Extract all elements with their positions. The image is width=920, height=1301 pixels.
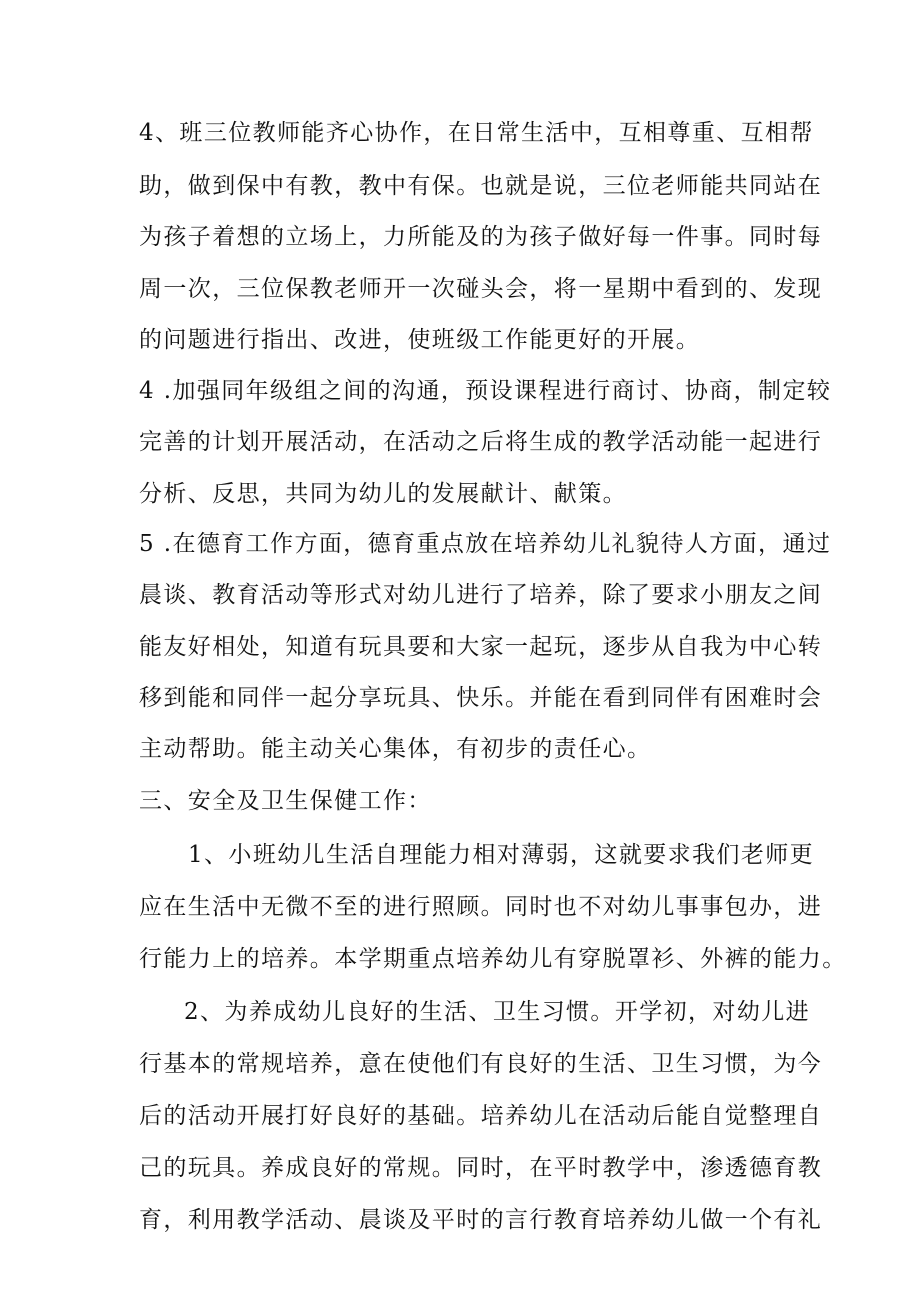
text-line: 的问题进行指出、改进，使班级工作能更好的开展。 bbox=[139, 327, 701, 353]
text-line: 完善的计划开展活动，在活动之后将生成的教学活动能一起进行 bbox=[139, 429, 823, 455]
text-line: 行基本的常规培养，意在使他们有良好的生活、卫生习惯，为今 bbox=[139, 1051, 823, 1077]
text-line: 行能力上的培养。本学期重点培养幼儿有穿脱罩衫、外裤的能力。 bbox=[139, 946, 847, 972]
text-line: 移到能和同伴一起分享玩具、快乐。并能在看到同伴有困难时会 bbox=[139, 685, 823, 711]
text-line: 应在生活中无微不至的进行照顾。同时也不对幼儿事事包办，进 bbox=[139, 894, 823, 920]
text-line: 分析、反思，共同为幼儿的发展献计、献策。 bbox=[139, 481, 627, 507]
text-line: 助，做到保中有教，教中有保。也就是说，三位老师能共同站在 bbox=[139, 173, 823, 199]
text-line: 5 .在德育工作方面，德育重点放在培养幼儿礼貌待人方面，通过 bbox=[139, 531, 832, 557]
text-line: 1、小班幼儿生活自理能力相对薄弱，这就要求我们老师更 bbox=[188, 842, 815, 868]
text-line: 后的活动开展打好良好的基础。培养幼儿在活动后能自觉整理自 bbox=[139, 1103, 823, 1129]
text-line: 己的玩具。养成良好的常规。同时，在平时教学中，渗透德育教 bbox=[139, 1155, 823, 1181]
text-line: 能友好相处，知道有玩具要和大家一起玩，逐步从自我为中心转 bbox=[139, 634, 823, 660]
text-line: 周一次，三位保教老师开一次碰头会，将一星期中看到的、发现 bbox=[139, 276, 823, 302]
text-line: 4、班三位教师能齐心协作，在日常生活中，互相尊重、互相帮 bbox=[139, 120, 814, 146]
text-line: 主动帮助。能主动关心集体，有初步的责任心。 bbox=[139, 736, 652, 762]
text-line: 4 .加强同年级组之间的沟通，预设课程进行商讨、协商，制定较 bbox=[139, 378, 832, 404]
text-line: 育，利用教学活动、晨谈及平时的言行教育培养幼儿做一个有礼 bbox=[139, 1207, 823, 1233]
text-line: 为孩子着想的立场上，力所能及的为孩子做好每一件事。同时每 bbox=[139, 224, 823, 250]
section-heading: 三、安全及卫生保健工作： bbox=[139, 788, 432, 814]
text-line: 2、为养成幼儿良好的生活、卫生习惯。开学初，对幼儿进 bbox=[184, 999, 811, 1025]
text-line: 晨谈、教育活动等形式对幼儿进行了培养，除了要求小朋友之间 bbox=[139, 582, 823, 608]
